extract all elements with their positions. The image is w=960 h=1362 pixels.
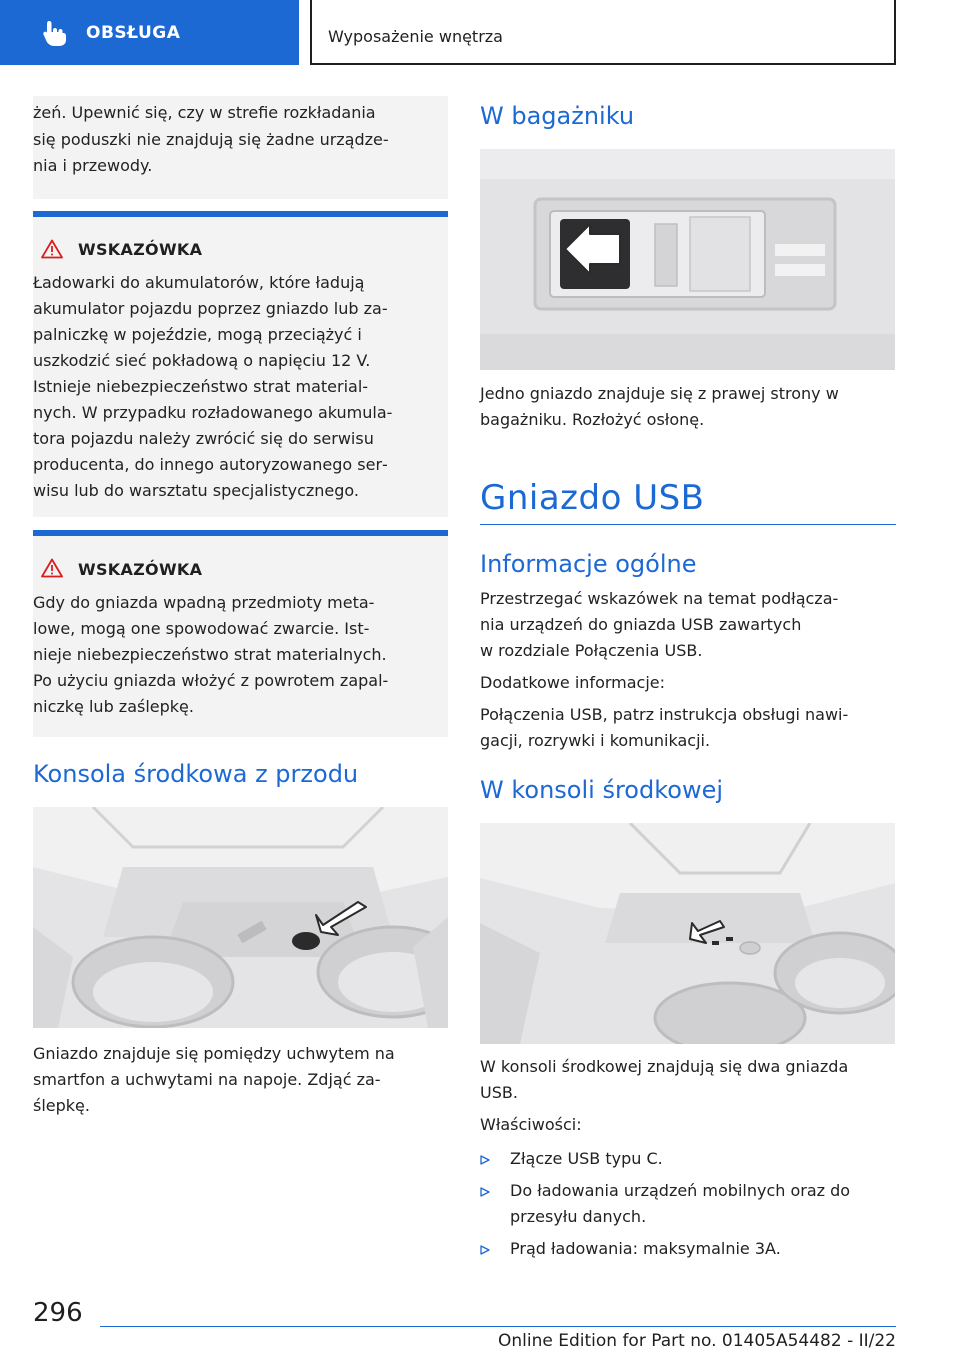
section-heading: Konsola środkowa z przodu	[33, 760, 359, 788]
warning-line: Po użyciu gniazda włożyć z powrotem zapal‐	[33, 671, 389, 690]
chapter-header	[310, 0, 896, 65]
body-line: w rozdziale Połączenia USB.	[480, 641, 703, 660]
warning-line: tora pojazdu należy zwrócić się do serwisu	[33, 429, 374, 448]
title-underline	[480, 524, 896, 525]
body-line: W konsoli środkowej znajdują się dwa gniazda	[480, 1057, 849, 1076]
warning-line: wisu lub do warsztatu specjalistycznego.	[33, 481, 360, 500]
section-label: OBSŁUGA	[86, 22, 181, 43]
list-item-text: przesyłu danych.	[510, 1207, 647, 1226]
caption-line: smartfon a uchwytami na napoje. Zdjąć za‐	[33, 1070, 381, 1089]
body-line: Właściwości:	[480, 1115, 582, 1134]
front-console-photo	[33, 807, 448, 1028]
subsection-heading: Informacje ogólne	[480, 550, 697, 578]
intro-line: się poduszki nie znajdują się żadne urządze‐	[33, 130, 389, 149]
footer-rule	[100, 1326, 896, 1327]
list-item-text: Złącze USB typu C.	[510, 1149, 663, 1168]
warning-line: Ładowarki do akumulatorów, które ładują	[33, 273, 365, 292]
intro-line: nia i przewody.	[33, 156, 153, 175]
caption-line: Jedno gniazdo znajduje się z prawej strony w	[480, 384, 839, 403]
center-console-photo	[480, 823, 895, 1044]
warning-title: WSKAZÓWKA	[78, 240, 203, 259]
page-number: 296	[33, 1298, 83, 1328]
warning-line: nieje niebezpieczeństwo strat materialnych.	[33, 645, 387, 664]
trunk-socket-photo	[480, 149, 895, 370]
subsection-heading: W konsoli środkowej	[480, 776, 723, 804]
caption-line: ślepkę.	[33, 1096, 90, 1115]
list-item-text: Prąd ładowania: maksymalnie 3A.	[510, 1239, 781, 1258]
bullet-triangle-icon	[480, 1187, 490, 1197]
warning-line: Gdy do gniazda wpadną przedmioty meta‐	[33, 593, 375, 612]
body-line: Połączenia USB, patrz instrukcja obsługi nawi‐	[480, 705, 849, 724]
warning-line: lowe, mogą one spowodować zwarcie. Ist‐	[33, 619, 370, 638]
warning-line: niczkę lub zaślepkę.	[33, 697, 194, 716]
warning-line: akumulator pojazdu poprzez gniazdo lub za‐	[33, 299, 388, 318]
bullet-triangle-icon	[480, 1245, 490, 1255]
intro-line: żeń. Upewnić się, czy w strefie rozkładania	[33, 103, 376, 122]
warning-line: Istnieje niebezpieczeństwo strat material‐	[33, 377, 369, 396]
footer-edition[interactable]: Online Edition for Part no. 01405A54482 - II/22	[497, 1331, 896, 1351]
caption-line: bagażniku. Rozłożyć osłonę.	[480, 410, 705, 429]
list-item-text: Do ładowania urządzeń mobilnych oraz do	[510, 1181, 851, 1200]
section-heading: W bagażniku	[480, 102, 635, 130]
body-line: Przestrzegać wskazówek na temat podłącza‐	[480, 589, 839, 608]
warning-line: palniczkę w pojeździe, mogą przeciążyć i	[33, 325, 362, 344]
body-line: USB.	[480, 1083, 518, 1102]
body-line: gacji, rozrywki i komunikacji.	[480, 731, 711, 750]
warning-title: WSKAZÓWKA	[78, 560, 203, 579]
body-line: nia urządzeń do gniazda USB zawartych	[480, 615, 802, 634]
caption-line: Gniazdo znajduje się pomiędzy uchwytem na	[33, 1044, 395, 1063]
chapter-title: Wyposażenie wnętrza	[328, 27, 503, 46]
bullet-triangle-icon	[480, 1155, 490, 1165]
warning-line: nych. W przypadku rozładowanego akumula‐	[33, 403, 393, 422]
warning-line: producenta, do innego autoryzowanego ser‐	[33, 455, 388, 474]
warning-triangle-icon	[41, 239, 63, 259]
section-tab[interactable]	[0, 0, 299, 65]
warning-line: uszkodzić sieć pokładową o napięciu 12 V.	[33, 351, 371, 370]
body-line: Dodatkowe informacje:	[480, 673, 666, 692]
pointing-hand-icon	[42, 19, 68, 47]
warning-triangle-icon	[41, 558, 63, 578]
chapter-section-title: Gniazdo USB	[480, 478, 705, 518]
